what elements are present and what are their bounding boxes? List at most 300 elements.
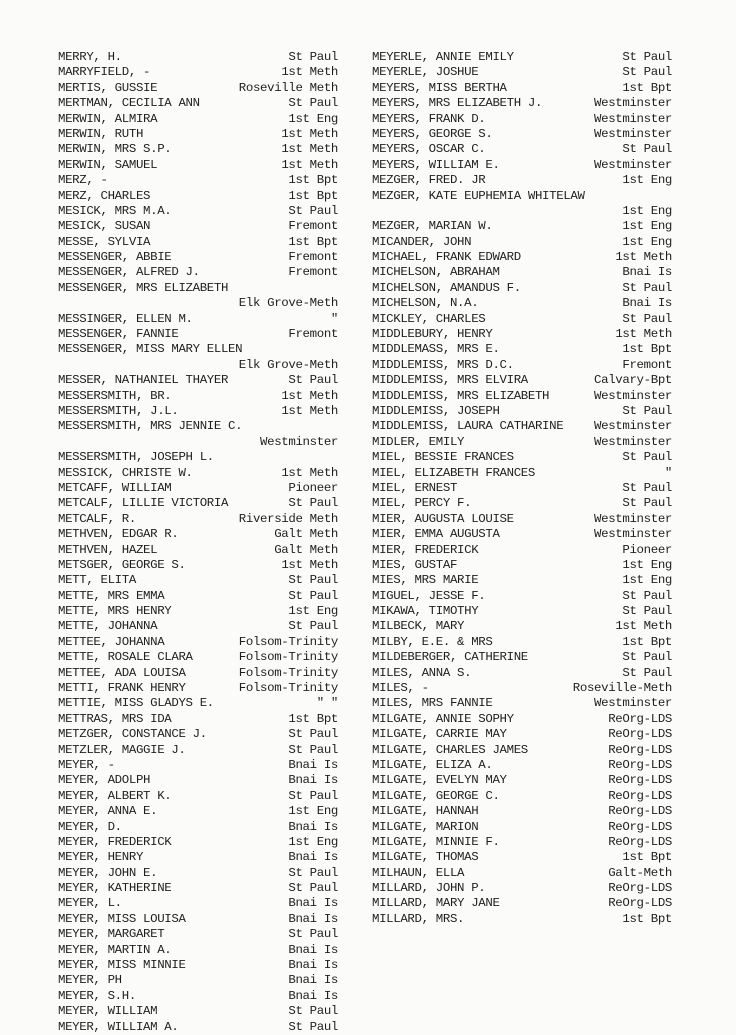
directory-entry [372,850,672,865]
entry-church: Calvary-Bpt [594,373,672,388]
entry-church: Galt Meth [274,527,338,542]
entry-name: MEYER, FREDERICK [58,834,172,849]
directory-entry [372,342,672,357]
entry-name: MILBY, E.E. & MRS [372,634,493,649]
entry-name: MERZ, CHARLES [58,188,151,203]
entry-church: ReOrg-LDS [608,804,672,819]
entry-church: ReOrg-LDS [608,896,672,911]
directory-entry [58,881,338,896]
entry-church: St Paul [622,588,672,603]
entry-church: St Paul [622,650,672,665]
entry-church: St Paul [622,665,672,680]
directory-entry [372,527,672,542]
entry-name: MIDDLEMISS, MRS ELIZABETH [372,388,550,403]
entry-name: MIDLER, EMILY [372,434,465,449]
directory-entry [58,650,338,665]
entry-church: Bnai Is [288,850,338,865]
directory-entry [58,404,338,419]
entry-church: Westminster [260,434,338,449]
directory-entry [58,681,338,696]
entry-name: MEYER, ADOLPH [58,773,151,788]
entry-name: MERWIN, ALMIRA [58,111,158,126]
entry-church: 1st Meth [281,65,338,80]
entry-church: ReOrg-LDS [608,742,672,757]
directory-entry [372,496,672,511]
entry-name: MESSERSMITH, J.L. [58,403,179,418]
directory-entry [372,758,672,773]
entry-church: 1st Eng [622,203,672,218]
entry-name: MILLARD, MARY JANE [372,896,500,911]
directory-entry [372,358,672,373]
entry-church: 1st Bpt [622,850,672,865]
entry-name: METTE, ROSALE CLARA [58,650,193,665]
right-column [372,50,672,926]
directory-entry [58,804,338,819]
directory-entry [58,327,338,342]
entry-church: ReOrg-LDS [608,711,672,726]
directory-entry [372,312,672,327]
entry-church: St Paul [288,742,338,757]
entry-name: MEYER, WILLIAM A. [58,1019,179,1034]
entry-name: MILGATE, GEORGE C. [372,788,500,803]
directory-entry [58,496,338,511]
entry-name: MILDEBERGER, CATHERINE [372,650,528,665]
entry-name: MIER, AUGUSTA LOUISE [372,511,514,526]
entry-name: MEYER, HENRY [58,850,144,865]
entry-church: ReOrg-LDS [608,788,672,803]
entry-name: MERTIS, GUSSIE [58,80,158,95]
entry-church: St Paul [288,727,338,742]
directory-entry [58,850,338,865]
entry-name: MILLARD, JOHN P. [372,881,486,896]
directory-entry [58,127,338,142]
entry-name: MEYER, PH [58,973,122,988]
entry-name: MILLARD, MRS. [372,911,465,926]
entry-church: 1st Eng [288,834,338,849]
directory-entry [58,758,338,773]
entry-name: MEYERS, FRANK D. [372,111,486,126]
entry-church: 1st Bpt [288,711,338,726]
directory-entry [372,820,672,835]
entry-name: MIDDLEMISS, LAURA CATHARINE [372,419,564,434]
directory-entry [372,450,672,465]
entry-church: 1st Meth [615,619,672,634]
directory-entry [58,943,338,958]
entry-name: MEYERS, GEORGE S. [372,126,493,141]
entry-name: MESSENGER, ALFRED J. [58,265,200,280]
entry-name: METTE, MRS EMMA [58,588,165,603]
entry-church: St Paul [288,881,338,896]
directory-entry [372,96,672,111]
entry-church: Fremont [288,219,338,234]
entry-church: St Paul [288,573,338,588]
entry-church: St Paul [288,1004,338,1019]
directory-entry [58,342,338,357]
entry-name: MIDDLEMASS, MRS E. [372,342,500,357]
entry-church: Bnai Is [288,988,338,1003]
entry-church: St Paul [622,65,672,80]
entry-church: Bnai Is [288,973,338,988]
entry-name: MERWIN, SAMUEL [58,157,158,172]
directory-entry [58,712,338,727]
entry-church: 1st Eng [622,173,672,188]
directory-entry [58,820,338,835]
entry-church: St Paul [622,403,672,418]
directory-entry [372,696,672,711]
entry-church: 1st Meth [281,157,338,172]
entry-name: MILGATE, HANNAH [372,804,479,819]
entry-name: METT, ELITA [58,573,136,588]
directory-entry [58,589,338,604]
entry-church: Bnai Is [288,819,338,834]
entry-church: St Paul [622,480,672,495]
directory-entry [372,712,672,727]
directory-entry [58,112,338,127]
directory-entry [372,327,672,342]
entry-church: Westminster [594,111,672,126]
directory-entry [372,419,672,434]
entry-church: Bnai Is [288,958,338,973]
directory-entry [372,389,672,404]
entry-church: Bnai Is [288,773,338,788]
entry-church: St Paul [288,1019,338,1034]
entry-church: 1st Eng [622,234,672,249]
entry-church: Galt-Meth [608,865,672,880]
directory-entry [372,835,672,850]
entry-name: MIES, GUSTAF [372,557,458,572]
entry-name: MIDDLEMISS, JOSEPH [372,403,500,418]
directory-entry [58,743,338,758]
entry-name: METTRAS, MRS IDA [58,711,172,726]
directory-entry [58,50,338,65]
directory-entry [372,373,672,388]
directory-entry [58,696,338,711]
directory-entry [58,973,338,988]
directory-entry [58,896,338,911]
entry-church: " " [316,696,338,711]
directory-entry [58,142,338,157]
entry-name: MILGATE, EVELYN MAY [372,773,507,788]
directory-entry [58,527,338,542]
entry-church: 1st Meth [281,403,338,418]
entry-name: MESSE, SYLVIA [58,234,151,249]
directory-entry [372,543,672,558]
entry-name: MEZGER, FRED. JR [372,173,486,188]
directory-entry [372,481,672,496]
entry-name: METCALF, R. [58,511,136,526]
entry-name: MILES, - [372,681,429,696]
directory-entry [372,404,672,419]
entry-name: MERTMAN, CECILIA ANN [58,96,200,111]
entry-name: MESICK, MRS M.A. [58,203,172,218]
directory-entry [58,604,338,619]
directory-entry [58,158,338,173]
directory-entry [58,450,338,465]
directory-entry [58,727,338,742]
directory-entry [372,219,672,234]
entry-church: " [330,311,338,326]
directory-entry [58,481,338,496]
entry-name: METHVEN, HAZEL [58,542,158,557]
entry-church: ReOrg-LDS [608,819,672,834]
entry-name: MIDDLEMISS, MRS D.C. [372,357,514,372]
directory-entry [58,296,338,311]
entry-church: St Paul [622,50,672,64]
entry-name: MEYER, S.H. [58,988,136,1003]
entry-church: 1st Bpt [622,911,672,926]
entry-name: MIGUEL, JESSE F. [372,588,486,603]
directory-entry [58,773,338,788]
entry-name: MARRYFIELD, - [58,65,151,80]
entry-church: Folsom-Trinity [238,665,338,680]
directory-entry [58,419,338,434]
entry-church: Fremont [288,250,338,265]
entry-name: MICHELSON, ABRAHAM [372,265,500,280]
entry-name: MILGATE, MARION [372,819,479,834]
entry-name: MEZGER, MARIAN W. [372,219,493,234]
entry-name: MEYER, MARTIN A. [58,942,172,957]
entry-name: METZLER, MAGGIE J. [58,742,186,757]
directory-entry [372,804,672,819]
directory-entry [58,912,338,927]
entry-name: MESICK, SUSAN [58,219,151,234]
entry-name: MILGATE, THOMAS [372,850,479,865]
directory-entry [58,435,338,450]
entry-name: MILGATE, CHARLES JAMES [372,742,528,757]
entry-church: 1st Meth [281,388,338,403]
entry-name: MESSENGER, ABBIE [58,250,172,265]
directory-entry [372,189,672,204]
entry-name: MILES, ANNA S. [372,665,472,680]
directory-entry [372,727,672,742]
entry-name: MEYER, L. [58,896,122,911]
entry-church: Folsom-Trinity [238,681,338,696]
entry-church: Elk Grove-Meth [238,357,338,372]
directory-entry [58,543,338,558]
entry-church: St Paul [288,788,338,803]
directory-entry [58,789,338,804]
entry-church: Roseville Meth [238,80,338,95]
entry-church: St Paul [622,280,672,295]
entry-church: Bnai Is [288,757,338,772]
entry-name: MEYER, KATHERINE [58,881,172,896]
directory-entry [372,881,672,896]
entry-name: MESSINGER, ELLEN M. [58,311,193,326]
entry-name: METCAFF, WILLIAM [58,480,172,495]
directory-entry [58,866,338,881]
entry-church: Westminster [594,696,672,711]
directory-entry [372,142,672,157]
entry-church: St Paul [288,496,338,511]
entry-name: MEYERS, MRS ELIZABETH J. [372,96,543,111]
directory-entry [58,1020,338,1035]
entry-name: MESSERSMITH, MRS JENNIE C. [58,419,243,434]
directory-entry [58,96,338,111]
entry-church: ReOrg-LDS [608,773,672,788]
entry-name: MESSERSMITH, BR. [58,388,172,403]
directory-entry [372,265,672,280]
entry-church: St Paul [288,373,338,388]
directory-entry [372,619,672,634]
directory-entry [372,666,672,681]
entry-church: 1st Eng [622,219,672,234]
entry-name: MICKLEY, CHARLES [372,311,486,326]
entry-name: MEYER, D. [58,819,122,834]
entry-church: St Paul [288,203,338,218]
entry-church: Westminster [594,157,672,172]
entry-name: MILGATE, ELIZA A. [372,757,493,772]
entry-name: MIEL, BESSIE FRANCES [372,450,514,465]
directory-entry [58,512,338,527]
entry-name: MEYERS, MISS BERTHA [372,80,507,95]
directory-entry [372,912,672,926]
directory-entry [372,573,672,588]
entry-name: MICHELSON, N.A. [372,296,479,311]
entry-church: Westminster [594,511,672,526]
entry-name: MERWIN, RUTH [58,126,144,141]
entry-church: St Paul [622,311,672,326]
directory-entry [58,635,338,650]
entry-church: Pioneer [622,542,672,557]
entry-name: MEYER, MARGARET [58,927,165,942]
directory-entry [372,604,672,619]
entry-church: 1st Bpt [622,634,672,649]
directory-entry [58,927,338,942]
entry-name: METTEE, ADA LOUISA [58,665,186,680]
entry-church: 1st Bpt [622,342,672,357]
entry-name: MEYER, JOHN E. [58,865,158,880]
entry-name: MESSER, NATHANIEL THAYER [58,373,229,388]
directory-entry [372,50,672,65]
directory-entry [372,681,672,696]
entry-name: MEYERLE, ANNIE EMILY [372,50,514,64]
directory-entry [58,619,338,634]
directory-entry [58,373,338,388]
directory-entry [372,112,672,127]
entry-church: Pioneer [288,480,338,495]
entry-name: MEZGER, KATE EUPHEMIA WHITELAW [372,188,585,203]
entry-church: Elk Grove-Meth [238,296,338,311]
entry-church: Fremont [622,357,672,372]
entry-church: Westminster [594,527,672,542]
directory-entry [372,65,672,80]
directory-entry [58,958,338,973]
directory-entry [372,435,672,450]
entry-name: MEYER, ALBERT K. [58,788,172,803]
entry-church: Riverside Meth [238,511,338,526]
directory-entry [372,866,672,881]
entry-church: Westminster [594,126,672,141]
entry-church: 1st Meth [281,557,338,572]
entry-name: MIEL, ELIZABETH FRANCES [372,465,535,480]
entry-church: 1st Eng [288,604,338,619]
entry-church: 1st Bpt [288,173,338,188]
directory-entry [372,773,672,788]
entry-name: MESSENGER, MISS MARY ELLEN [58,342,243,357]
entry-church: Westminster [594,388,672,403]
entry-church: 1st Meth [281,142,338,157]
directory-entry [372,235,672,250]
directory-entry [372,158,672,173]
entry-church: Bnai Is [288,942,338,957]
entry-church: Roseville-Meth [572,681,672,696]
directory-entry [372,558,672,573]
left-column [58,50,338,1035]
directory-entry [372,250,672,265]
directory-entry [58,989,338,1004]
entry-name: MIEL, ERNEST [372,480,458,495]
entry-name: MILGATE, ANNIE SOPHY [372,711,514,726]
entry-name: MICANDER, JOHN [372,234,472,249]
entry-church: Bnai Is [288,896,338,911]
directory-entry [58,1004,338,1019]
entry-name: MIKAWA, TIMOTHY [372,604,479,619]
entry-name: MILGATE, CARRIE MAY [372,727,507,742]
entry-name: MILGATE, MINNIE F. [372,834,500,849]
entry-church: St Paul [288,865,338,880]
directory-entry [372,743,672,758]
entry-name: MICHAEL, FRANK EDWARD [372,250,521,265]
entry-church: St Paul [622,142,672,157]
directory-entry [372,512,672,527]
entry-church: Bnai Is [622,265,672,280]
entry-name: METTEE, JOHANNA [58,634,165,649]
directory-entry [58,65,338,80]
entry-name: MEYER, MISS MINNIE [58,958,186,973]
directory-entry [58,389,338,404]
entry-church: St Paul [288,927,338,942]
entry-name: MESSENGER, MRS ELIZABETH [58,280,229,295]
entry-church: ReOrg-LDS [608,757,672,772]
entry-church: 1st Eng [288,804,338,819]
directory-entry [372,896,672,911]
entry-name: MEYER, - [58,757,115,772]
entry-church: Fremont [288,327,338,342]
directory-entry [372,296,672,311]
entry-church: ReOrg-LDS [608,834,672,849]
directory-entry [58,265,338,280]
entry-church: Westminster [594,434,672,449]
entry-church: St Paul [288,96,338,111]
entry-name: MILBECK, MARY [372,619,465,634]
entry-church: 1st Meth [615,250,672,265]
entry-church: St Paul [288,50,338,64]
entry-church: Folsom-Trinity [238,634,338,649]
directory-entry [58,81,338,96]
entry-name: MIES, MRS MARIE [372,573,479,588]
entry-church: ReOrg-LDS [608,881,672,896]
entry-name: MICHELSON, AMANDUS F. [372,280,521,295]
entry-name: MEYER, WILLIAM [58,1004,158,1019]
entry-church: Galt Meth [274,542,338,557]
entry-name: MEYERS, OSCAR C. [372,142,486,157]
entry-name: METTE, JOHANNA [58,619,158,634]
entry-name: MEYERS, WILLIAM E. [372,157,500,172]
entry-name: MIER, FREDERICK [372,542,479,557]
entry-church: Bnai Is [288,911,338,926]
directory-entry [372,589,672,604]
entry-name: MESSERSMITH, JOSEPH L. [58,450,214,465]
entry-name: MIEL, PERCY F. [372,496,472,511]
entry-name: MIER, EMMA AUGUSTA [372,527,500,542]
entry-name: MERRY, H. [58,50,122,64]
entry-church: 1st Eng [622,557,672,572]
entry-name: MEYER, MISS LOUISA [58,911,186,926]
entry-church: 1st Meth [615,327,672,342]
directory-entry [372,81,672,96]
directory-entry [58,358,338,373]
entry-name: MESSICK, CHRISTE W. [58,465,193,480]
